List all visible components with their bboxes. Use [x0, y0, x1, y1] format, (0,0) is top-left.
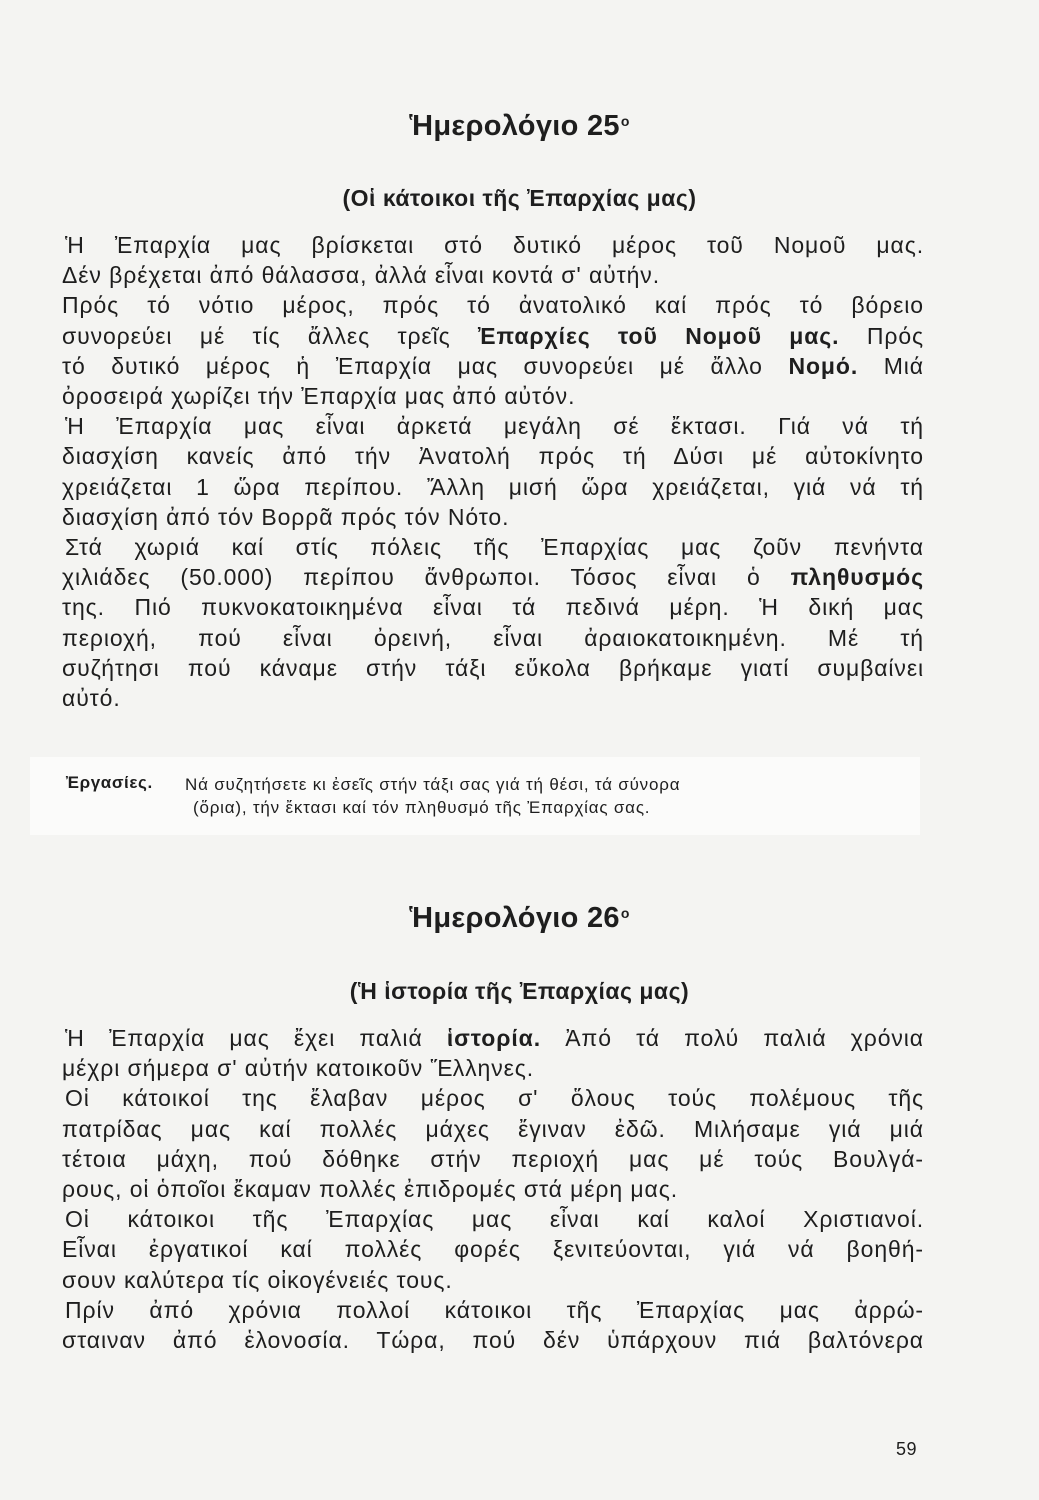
text-line: ὀροσειρά χωρίζει τήν Ἐπαρχία μας ἀπό αὐτόν.: [62, 383, 576, 410]
text-line: αὐτό.: [62, 685, 121, 712]
text-line: Οἱ κάτοικοί της ἔλαβαν μέρος σ' ὅλους τούς πολέμους τῆς: [65, 1085, 924, 1112]
text-line: χρειάζεται 1 ὥρα περίπου. Ἄλλη μισή ὥρα χρειάζεται, γιά νά τή: [62, 473, 924, 500]
text-line: Εἶναι ἐργατικοί καί πολλές φορές ξενιτεύονται, γιά νά βοηθή-: [62, 1236, 924, 1263]
tasks-line: Νά συζητήσετε κι ἐσεῖς στήν τάξι σας γιά τή θέσι, τά σύνορα: [185, 775, 681, 794]
text-line: [62, 351, 924, 381]
text-run: Ἀπό τά πολύ παλιά χρόνια: [565, 1025, 924, 1051]
section2-title-text: Ἡμερολόγιο 26: [409, 902, 620, 934]
text-line: διασχίση κανείς ἀπό τήν Ἀνατολή πρός τή Δύσι μέ αὐτοκίνητο: [62, 443, 924, 470]
text-line: σουν καλύτερα τίς οἰκογένειές τους.: [62, 1266, 453, 1293]
text-run: συνορεύει μέ τίς ἄλλες τρεῖς: [62, 322, 451, 349]
text-line: Ἡ Ἐπαρχία μας βρίσκεται στό δυτικό μέρος τοῦ Νομοῦ μας.: [65, 232, 924, 258]
text-line: σταιναν ἀπό ἑλονοσία. Τώρα, πού δέν ὑπάρχουν πιά βαλτόνερα: [62, 1327, 924, 1354]
text-line: [62, 1023, 924, 1053]
section1-body: [62, 230, 924, 713]
bold-term: Ἐπαρχίες τοῦ Νομοῦ μας.: [478, 322, 840, 349]
text-line: Πρίν ἀπό χρόνια πολλοί κάτοικοι τῆς Ἐπαρχίας μας ἀρρώ-: [65, 1296, 924, 1323]
page-number: 59: [896, 1439, 918, 1459]
text-run: χιλιάδες (50.000) περίπου ἄνθρωποι. Τόσος εἶναι ὁ: [62, 564, 761, 591]
text-line: Ἡ Ἐπαρχία μας εἶναι ἀρκετά μεγάλη σέ ἔκτασι. Γιά νά τή: [65, 413, 924, 440]
text-run: τό δυτικό μέρος ἡ Ἐπαρχία μας συνορεύει μέ ἄλλο: [62, 352, 763, 379]
text-line: πατρίδας μας καί πολλές μάχες ἔγιναν ἐδῶ. Μιλήσαμε γιά μιά: [62, 1115, 924, 1142]
text-line: Οἱ κάτοικοι τῆς Ἐπαρχίας μας εἶναι καί καλοί Χριστιανοί.: [65, 1206, 924, 1233]
text-run: Πρός: [866, 322, 925, 349]
section1-title-superscript: ο: [620, 113, 630, 129]
text-line: της. Πιό πυκνοκατοικημένα εἶναι τά πεδινά μέρη. Ἡ δική μας: [62, 594, 924, 621]
bold-term: Νομό.: [788, 352, 859, 379]
text-run: Ἡ Ἐπαρχία μας ἔχει παλιά: [65, 1025, 423, 1051]
tasks-line: (ὅρια), τήν ἔκτασι καί τόν πληθυσμό τῆς Ἐπαρχίας σας.: [193, 798, 651, 817]
tasks-label: Ἐργασίες.: [66, 773, 153, 792]
section2-title: [0, 902, 1039, 935]
text-line: συζήτησι πού κάναμε στήν τάξι εὔκολα βρήκαμε γιατί συμβαίνει: [62, 654, 924, 681]
text-line: Πρός τό νότιο μέρος, πρός τό ἀνατολικό καί πρός τό βόρειο: [62, 292, 924, 319]
text-line: περιοχή, πού εἶναι ὀρεινή, εἶναι ἀραιοκατοικημένη. Μέ τή: [62, 624, 924, 651]
text-line: [62, 562, 924, 592]
text-line: [62, 321, 924, 351]
section2-subtitle: (Ἡ ἱστορία τῆς Ἐπαρχίας μας): [349, 978, 690, 1004]
section2-title-superscript: ο: [620, 905, 630, 921]
text-line: διασχίση ἀπό τόν Βορρᾶ πρός τόν Νότο.: [62, 503, 510, 530]
section1-title: [0, 110, 1039, 143]
tasks-text: [185, 773, 893, 819]
section2-body: [62, 1023, 924, 1355]
text-line: μέχρι σήμερα σ' αὐτήν κατοικοῦν Ἕλληνες.: [62, 1055, 535, 1082]
bold-term: πληθυσμός: [790, 564, 924, 591]
text-line: ρους, οἱ ὁποῖοι ἔκαμαν πολλές ἐπιδρομές στά μέρη μας.: [62, 1176, 678, 1203]
text-line: Στά χωριά καί στίς πόλεις τῆς Ἐπαρχίας μας ζοῦν πενήντα: [65, 534, 924, 561]
section1-subtitle: (Οἱ κάτοικοι τῆς Ἐπαρχίας μας): [342, 185, 697, 211]
text-line: Δέν βρέχεται ἀπό θάλασσα, ἀλλά εἶναι κοντά σ' αὐτήν.: [62, 262, 660, 289]
section1-title-text: Ἡμερολόγιο 25: [409, 110, 620, 142]
text-line: τέτοια μάχη, πού δόθηκε στήν περιοχή μας μέ τούς Βουλγά-: [62, 1145, 924, 1172]
bold-term: ἱστορία.: [446, 1025, 541, 1051]
text-run: Μιά: [883, 352, 924, 379]
